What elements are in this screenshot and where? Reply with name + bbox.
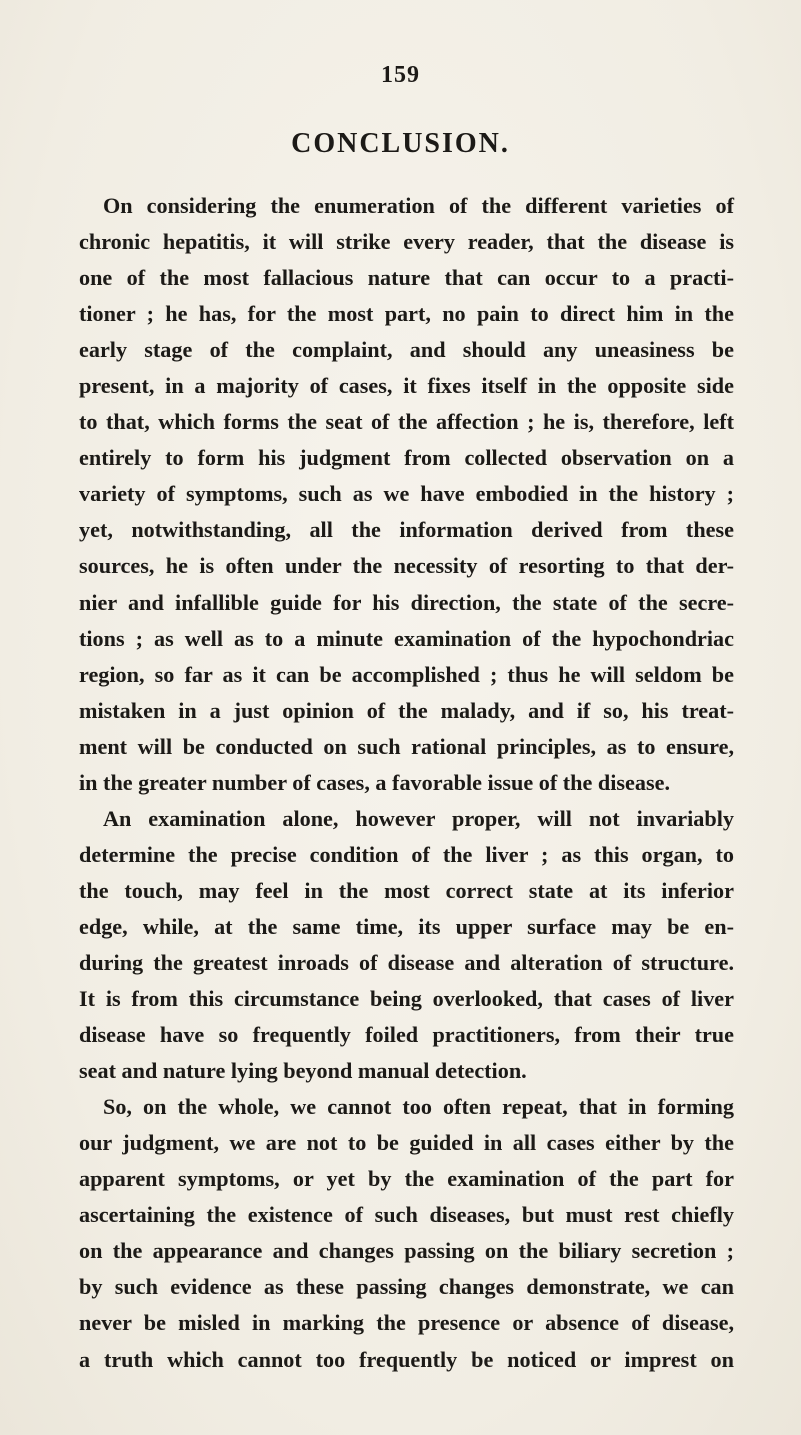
text-line: determine the precise condition of the liver ; as this organ, to (79, 841, 734, 867)
text-line: present, in a majority of cases, it fixes itself in the opposite side (79, 373, 734, 399)
text-line: ment will be conducted on such rational principles, as to ensure, (79, 733, 734, 759)
text-line: sources, he is often under the necessity of resorting to that der- (79, 553, 734, 579)
body-text (79, 188, 734, 1378)
page-number: 159 (381, 62, 420, 88)
text-line: during the greatest inroads of disease and alteration of structure. (79, 949, 734, 975)
text-line: variety of symptoms, such as we have embodied in the history ; (79, 481, 734, 507)
chapter-heading: CONCLUSION. (291, 128, 510, 159)
text-line: the touch, may feel in the most correct state at its inferior (79, 877, 734, 903)
text-line: one of the most fallacious nature that can occur to a practi- (79, 265, 734, 291)
text-line: edge, while, at the same time, its upper surface may be en- (79, 913, 734, 939)
text-line: entirely to form his judgment from collected observation on a (79, 445, 734, 471)
text-line: by such evidence as these passing changes demonstrate, we can (79, 1274, 734, 1300)
text-line: ascertaining the existence of such diseases, but must rest chiefly (79, 1202, 734, 1228)
text-line: to that, which forms the seat of the affection ; he is, therefore, left (79, 409, 734, 435)
text-line: tioner ; he has, for the most part, no pain to direct him in the (79, 301, 734, 327)
text-line: tions ; as well as to a minute examination of the hypochondriac (79, 625, 734, 651)
text-line: our judgment, we are not to be guided in all cases either by the (79, 1130, 734, 1156)
text-line: never be misled in marking the presence or absence of disease, (79, 1310, 734, 1336)
text-line: on the appearance and changes passing on the biliary secretion ; (79, 1238, 734, 1264)
text-line: nier and infallible guide for his direction, the state of the secre- (79, 589, 734, 615)
text-line: mistaken in a just opinion of the malady, and if so, his treat- (79, 697, 734, 723)
text-line: On considering the enumeration of the different varieties of (103, 193, 734, 218)
text-line: An examination alone, however proper, will not invariably (103, 805, 734, 831)
text-line: early stage of the complaint, and should any uneasiness be (79, 337, 734, 363)
text-line: in the greater number of cases, a favorable issue of the disease. (79, 769, 670, 795)
text-line: region, so far as it can be accomplished ; thus he will seldom be (79, 661, 734, 687)
text-line: So, on the whole, we cannot too often repeat, that in forming (103, 1094, 734, 1120)
text-line: disease have so frequently foiled practitioners, from their true (79, 1022, 734, 1048)
text-line: a truth which cannot too frequently be noticed or imprest on (79, 1346, 734, 1372)
text-line: It is from this circumstance being overlooked, that cases of liver (79, 986, 734, 1012)
text-line: yet, notwithstanding, all the information derived from these (79, 517, 734, 543)
text-line: seat and nature lying beyond manual detection. (79, 1058, 527, 1084)
text-line: chronic hepatitis, it will strike every reader, that the disease is (79, 229, 734, 255)
text-line: apparent symptoms, or yet by the examination of the part for (79, 1166, 734, 1192)
